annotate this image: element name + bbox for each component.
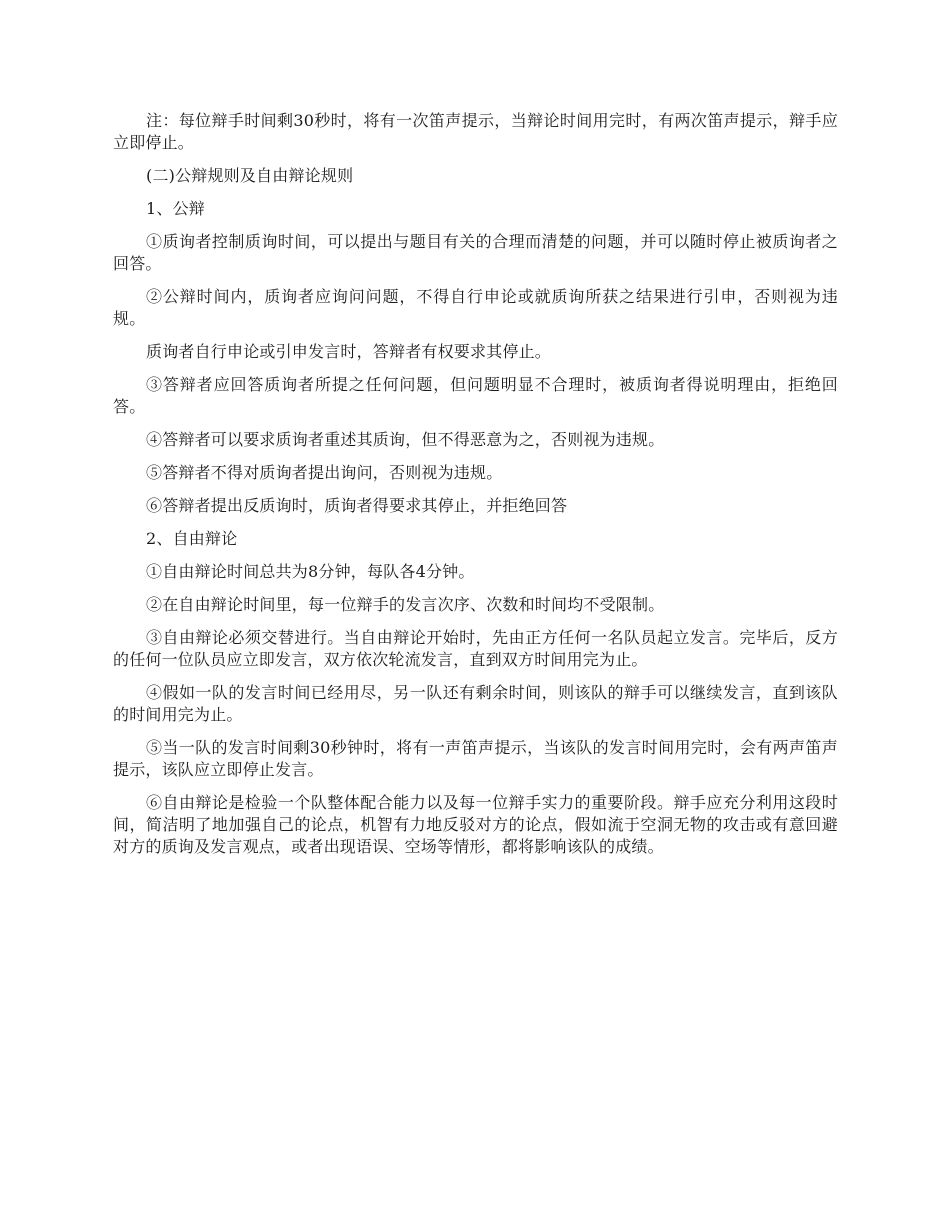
- rule-paragraph: ④假如一队的发言时间已经用尽，另一队还有剩余时间，则该队的辩手可以继续发言，直到该队的时间用完为止。: [113, 683, 838, 724]
- rule-paragraph: ④答辩者可以要求质询者重述其质询，但不得恶意为之，否则视为违规。: [146, 430, 665, 449]
- rule-paragraph: ⑥答辩者提出反质询时，质询者得要求其停止，并拒绝回答: [146, 496, 568, 515]
- rule-paragraph: ③自由辩论必须交替进行。当自由辩论开始时，先由正方任何一名队员起立发言。完毕后，反方的任何一位队员应立即发言，双方依次轮流发言，直到双方时间用完为止。: [113, 628, 838, 669]
- rule-paragraph: ③答辩者应回答质询者所提之任何问题，但问题明显不合理时，被质询者得说明理由，拒绝回答。: [113, 375, 838, 416]
- rule-paragraph: ⑥自由辩论是检验一个队整体配合能力以及每一位辩手实力的重要阶段。辩手应充分利用这段时间，简洁明了地加强自己的论点，机智有力地反驳对方的论点，假如流于空洞无物的攻击或有意回避对方的质询及发言观点，或者出现语误、空场等情形，都将影响该队的成绩。: [113, 793, 838, 856]
- section-heading: (二)公辩规则及自由辩论规则: [146, 166, 354, 185]
- rule-paragraph: ②在自由辩论时间里，每一位辩手的发言次序、次数和时间均不受限制。: [146, 595, 665, 614]
- rule-paragraph: 质询者自行申论或引申发言时，答辩者有权要求其停止。: [146, 342, 552, 361]
- rule-paragraph: ②公辩时间内，质询者应询问问题，不得自行申论或就质询所获之结果进行引申，否则视为违规。: [113, 287, 838, 328]
- note-paragraph: 注：每位辩手时间剩30秒时，将有一次笛声提示，当辩论时间用完时，有两次笛声提示，辩手应立即停止。: [113, 111, 838, 152]
- rule-paragraph: ①质询者控制质询时间，可以提出与题目有关的合理而清楚的问题，并可以随时停止被质询者之回答。: [113, 232, 838, 273]
- rule-paragraph: ⑤答辩者不得对质询者提出询问，否则视为违规。: [146, 463, 503, 482]
- rule-paragraph: ①自由辩论时间总共为8分钟，每队各4分钟。: [146, 562, 475, 581]
- subsection-heading: 1、公辩: [146, 199, 205, 218]
- rule-paragraph: ⑤当一队的发言时间剩30秒钟时，将有一声笛声提示，当该队的发言时间用完时，会有两声笛声提示，该队应立即停止发言。: [113, 738, 838, 779]
- subsection-heading: 2、自由辩论: [146, 529, 238, 548]
